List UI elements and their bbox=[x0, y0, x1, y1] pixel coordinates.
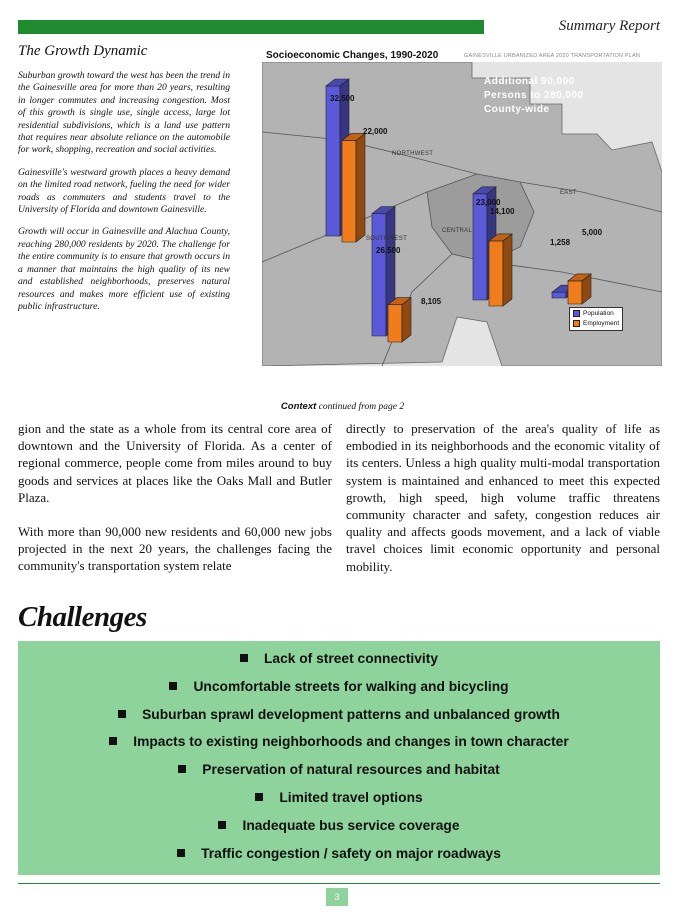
challenge-text: Preservation of natural resources and habitat bbox=[202, 762, 500, 778]
value-label-employment-southwest: 8,105 bbox=[421, 297, 442, 306]
challenge-text: Limited travel options bbox=[279, 789, 423, 805]
sidebar-paragraph: Suburban growth toward the west has been the trend in the Gainesville area for more than 20 years, resulting in longer commutes and increasing congestion. Most of this growth is single use, single access, large lot residential subdivisions, which is a land use pattern that requires near absolute reliance on the automobile for work, shopping, recreation and social activities. bbox=[18, 70, 230, 156]
bar-population-southwest-front bbox=[372, 214, 386, 336]
square-bullet-icon bbox=[255, 793, 263, 801]
legend-swatch-population bbox=[573, 310, 580, 317]
legend-item-employment bbox=[570, 318, 622, 328]
challenge-text: Uncomfortable streets for walking and bicycling bbox=[193, 678, 509, 694]
challenges-box bbox=[18, 641, 660, 875]
value-label-population-northwest: 32,500 bbox=[330, 94, 355, 103]
body-paragraph: With more than 90,000 new residents and 60,000 new jobs projected in the next 20 years, the challenges facing the community's transportation system relate bbox=[18, 524, 332, 574]
challenge-item bbox=[18, 701, 660, 729]
bar-employment-southwest bbox=[388, 298, 411, 342]
bar-employment-central-front bbox=[489, 241, 503, 306]
legend-item-population bbox=[570, 308, 622, 318]
bar-employment-northwest-side bbox=[356, 133, 365, 242]
challenge-text: Traffic congestion / safety on major roadways bbox=[201, 845, 501, 861]
square-bullet-icon bbox=[109, 737, 117, 745]
square-bullet-icon bbox=[240, 654, 248, 662]
bar-employment-northwest-front bbox=[342, 140, 356, 242]
area-label-southwest: SOUTHWEST bbox=[366, 236, 408, 242]
value-label-population-east: 1,258 bbox=[550, 238, 571, 247]
challenge-text: Impacts to existing neighborhoods and changes in town character bbox=[133, 734, 569, 750]
chart-title: Socioeconomic Changes, 1990-2020 bbox=[266, 50, 439, 61]
context-continuation bbox=[0, 401, 685, 412]
footer-rule bbox=[18, 883, 660, 884]
body-column-left bbox=[18, 420, 332, 592]
challenge-item bbox=[18, 812, 660, 840]
value-label-employment-central: 14,100 bbox=[490, 207, 515, 216]
sidebar-paragraph: Gainesville's westward growth places a heavy demand on the limited road network, fueling the need for wider roads as commuters and students travel to the University of Florida and downtown Gainesville. bbox=[18, 166, 230, 216]
bar-employment-central-side bbox=[503, 234, 512, 306]
value-label-employment-east: 5,000 bbox=[582, 228, 603, 237]
area-label-northwest: NORTHWEST bbox=[392, 151, 434, 157]
area-label-east: EAST bbox=[560, 190, 577, 196]
bar-employment-east-front bbox=[568, 281, 582, 304]
body-paragraph: directly to preservation of the area's quality of life as embodied in its neighborhoods and the economic vitality of its centers. Unless a high quality multi-modal transportation system is maintained and enhanced to meet this expected growth, high speed, high volume traffic threatens community character and safety, congestion reduces air quality and affects goods movement, and a lack of viable travel choices limit economic opportunity and personal mobility. bbox=[346, 421, 660, 574]
bar-employment-northwest bbox=[342, 133, 365, 242]
bar-employment-central bbox=[489, 234, 512, 306]
legend-swatch-employment bbox=[573, 320, 580, 327]
sidebar-title: The Growth Dynamic bbox=[18, 43, 148, 59]
square-bullet-icon bbox=[177, 849, 185, 857]
body-column-right bbox=[346, 420, 660, 592]
socioeconomic-map bbox=[262, 48, 662, 366]
header-bar bbox=[18, 20, 484, 34]
challenge-text: Suburban sprawl development patterns and unbalanced growth bbox=[142, 706, 560, 722]
challenge-item bbox=[18, 756, 660, 784]
legend-label-population: Population bbox=[583, 309, 614, 317]
legend-label-employment: Employment bbox=[583, 319, 620, 327]
challenge-item bbox=[18, 784, 660, 812]
bar-employment-east bbox=[568, 274, 591, 304]
bar-employment-southwest-side bbox=[402, 298, 411, 342]
square-bullet-icon bbox=[218, 821, 226, 829]
report-title: Summary Report bbox=[558, 18, 660, 34]
challenges-list bbox=[18, 645, 660, 867]
map-subtitle: GAINESVILLE URBANIZED AREA 2020 TRANSPORTATION PLAN bbox=[464, 53, 641, 59]
growth-note: Additional 90,000 Persons to 280,000 County-wide bbox=[484, 76, 584, 115]
bar-employment-southwest-front bbox=[388, 305, 402, 342]
bar-population-northwest-front bbox=[326, 86, 340, 236]
value-label-population-central: 23,000 bbox=[476, 198, 501, 207]
page-number: 3 bbox=[326, 888, 348, 906]
context-keyword: Context bbox=[280, 401, 317, 412]
chart-legend bbox=[569, 307, 623, 331]
challenge-item bbox=[18, 840, 660, 868]
square-bullet-icon bbox=[169, 682, 177, 690]
challenge-item bbox=[18, 673, 660, 701]
area-label-central: CENTRAL bbox=[442, 228, 473, 234]
bar-population-east-front bbox=[552, 292, 566, 298]
challenge-item bbox=[18, 728, 660, 756]
challenge-item bbox=[18, 645, 660, 673]
value-label-population-southwest: 26,500 bbox=[376, 246, 401, 255]
bar-population-central-front bbox=[473, 194, 487, 300]
square-bullet-icon bbox=[178, 765, 186, 773]
value-label-employment-northwest: 22,000 bbox=[363, 127, 388, 136]
context-continued-text: continued from page 2 bbox=[318, 402, 405, 412]
sidebar-paragraph: Growth will occur in Gainesville and Alachua County, reaching 280,000 residents by 2020. The challenge for the entire community is to ensure that growth occurs in a manner that maintains the high quality of its new and established neighborhoods, preserves natural resources and makes more efficient use of existing public infrastructure. bbox=[18, 226, 230, 312]
square-bullet-icon bbox=[118, 710, 126, 718]
body-paragraph: gion and the state as a whole from its central core area of downtown and the University of Florida. As a center of regional commerce, people come from miles around to buy goods and services at places like the Oaks Mall and Butler Plaza. bbox=[18, 421, 332, 505]
sidebar-text bbox=[18, 70, 230, 323]
challenge-text: Lack of street connectivity bbox=[263, 651, 439, 666]
challenge-text: Inadequate bus service coverage bbox=[242, 817, 460, 833]
challenges-heading: Challenges bbox=[18, 601, 147, 633]
